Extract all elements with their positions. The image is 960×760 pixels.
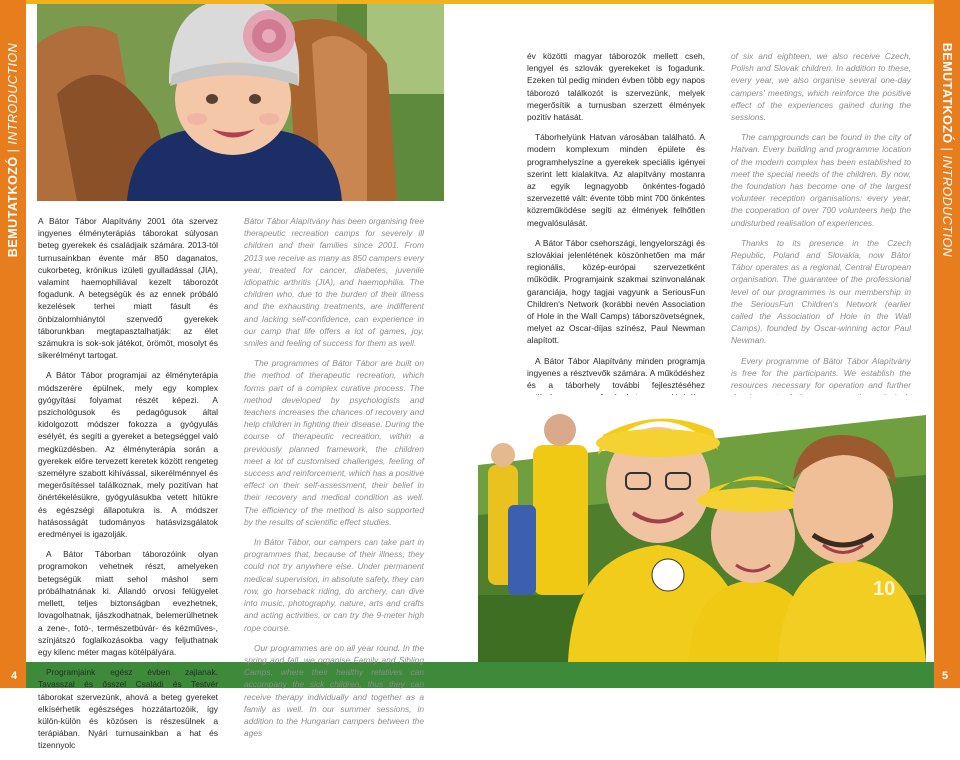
section-label-bold: BEMUTATKOZÓ <box>6 156 20 258</box>
en-paragraph: The campgrounds can be found in the city of Hatvan. Every building and programme location of the modern complex has been established to meet the special needs of the children. By now, the foundation has become one of the largest volunteer reception organisations: every year, the cooperation of over 700 volunteers help the undisturbed realisation of experiences. <box>731 132 911 228</box>
hu-paragraph: A Bátor Tábor csehországi, lengyelországi és szlovákiai jelenlétének köszönhetően ma már regionális, közép-európai szervezetként működik. Programjaink szakmai színvonalának garanciája, hogy tagjai vagyunk a SeriousFun Children's Network (korábbi nevén Association of Hole in the Wall Camps) táborszövetségnek, melyet az Oscar-díjas színész, Paul Newman alapított. <box>527 237 705 346</box>
hu-paragraph: A Bátor Tábor Alapítvány minden programja ingyenes a résztvevők számára. A működéshez és a táborhely további fejlesztéséhez <box>527 355 705 391</box>
en-paragraph: Thanks to its presence in the Czech Republic, Poland and Slovakia, now Bátor Tábor operates as a regional, Central European organisation. The guarantee of the professional level of our programmes is our membership in the SeriousFun Children's Network (earlier called the Association of Hole in the Wall Camps), founded by Oscar-winning actor Paul Newman. <box>731 237 911 346</box>
section-label-separator: | <box>6 144 20 157</box>
right-section-label <box>940 43 954 257</box>
english-column-left <box>244 215 424 747</box>
hungarian-column-left <box>38 215 218 760</box>
section-label-italic: INTRODUCTION <box>940 155 954 258</box>
right-footer-strip <box>480 662 934 688</box>
svg-text:10: 10 <box>873 578 896 600</box>
en-paragraph: of six and eighteen, we also receive Czech, Polish and Slovak children. In addition to these, every year, we also organise several one-day campers' meetings, which reinforce the positive effect of the experiences gained during the sessions. <box>731 51 911 123</box>
page-number-right: 5 <box>942 670 949 682</box>
page-number-left: 4 <box>11 670 18 682</box>
en-paragraph: The programmes of Bátor Tábor are built on the method of therapeutic recreation, which forms part of a complex curative process. The method developed by psychologists and teachers increases the chances of recovery and help children in fighting their disease. During the course of therapeutic recreation, within a previously planned framework, the children meet a lot of customised challenges, feeling of success and reinforcement, which has a positive effect on their self-assessment, their belief in their recovery and medical condition as well. The efficiency of the method is also supported by the results of scientific effect studies. <box>244 358 424 527</box>
en-paragraph: In Bátor Tábor, our campers can take part in programmes that, because of their illness, they could not try anywhere else. Under permanent medical supervision, in absolute safety, they can row, go horseback riding, do archery, can dive into music, photography, nature, arts and crafts and acting activities, or can try the 9-meter high rope course. <box>244 537 424 633</box>
en-paragraph: Bátor Tábor Alapítvány has been organising free therapeutic recreation camps for severely ill children and their families since 2001. From 2013 we receive as many as 850 campers every year, treated for cancer, diabetes, juvenile idiopathic arthritis (JIA), and haemophilia. The children who, due to the burden of their illness and the exhausting treatments, are indifferent and lacking self-confidence, can experience in our camp that life offers a lot of games, joy, smiles and feeling of success for them as well. <box>244 216 424 349</box>
en-paragraph: Our programmes are on all year round. In the spring and fall, we organise Family and Sibling Camps, where their healthy relatives can accompany the sick children, thus they can receive therapy individually and together as a family as well. In our summer sessions, in addition to the Hungarian campers between the ages <box>244 642 424 739</box>
photo-girl-with-horse <box>37 4 444 201</box>
section-label-italic: INTRODUCTION <box>6 42 20 145</box>
hu-paragraph: Programjaink egész évben zajlanak. Tavasszal és ősszel Családi és Testvér táborokat szervezünk, ahová a beteg gyereket elkísérhetik egészséges hozzátartozóik, így külön-külön és közösen is részesülnek a terápiában. Nyári turnusainkban a hat és tizennyolc <box>38 667 218 751</box>
left-section-label <box>6 43 20 257</box>
photo-boys-in-yellow <box>478 395 926 662</box>
section-label-bold: BEMUTATKOZÓ <box>940 42 954 144</box>
hu-paragraph: A Bátor Táborban táborozóink olyan programokon vehetnek részt, amelyeken betegségük miatt sehol máshol sem próbálhatnának ki. Állandó orvosi felügyelet mellett, teljes biztonságban evezhetnek, lovagolhatnak, íjászkodhatnak, belemerülhetnek a zene-, fotó-, természetbúvár- és kézműves-, színjátszó foglalkozásokba vagy feljuthatnak egy kilenc méter magas kötélpályára. <box>38 549 218 657</box>
hu-paragraph: Táborhelyünk Hatvan városában található. A modern komplexum minden épülete és programhelyszíne a gyerekek speciális igényei szerint lett kialakítva. Az alapítvány mostanra az egyik legnagyobb önkéntes-fogadó szervezetté vált: évente több mint 700 önkéntes közreműködése segíti az élmények felhőtlen megvalósulását. <box>527 132 705 228</box>
section-label-separator: | <box>940 143 954 156</box>
hu-paragraph: A Bátor Tábor programjai az élményterápia módszerére épülnek, mely egy komplex gyógyítási folyamat részét képezi. A pszichológusok és pedagógusok által kidolgozott módszer fokozza a gyógyulás esélyét, és segíti a gyereket a betegséggel való megküzdésben. Az élményterápia során a gyerekek előre tervezett keretek között rengeteg személyre szabott kihívással, sikerélménnyel és megerősítéssel találkoznak, mely pozitívan hat önértékelésükre, gyógyulásukba vetett hitükre és egészségi állapotukra is. A módszer hatásosságát tudományos hatásvizsgálatok eredményei is igazolják. <box>38 370 218 540</box>
en-paragraph: Every programme of Bátor Tábor Alapítvány is free for the participants. We establish the resources necessary for operation and further <box>731 355 911 391</box>
boys-photo-illustration <box>478 395 926 662</box>
hu-paragraph: év közötti magyar táborozók mellett cseh, lengyel és szlovák gyerekeket is fogadunk. Ezeken túl pedig minden évben több egy napos táborozó találkozót is szervezünk, melyek megerősítik a turnusban szerzett élmények pozitív hatását. <box>527 51 705 123</box>
girl-photo-illustration <box>37 4 444 201</box>
hu-paragraph: A Bátor Tábor Alapítvány 2001 óta szervez ingyenes élményterápiás táborokat súlyosan beteg gyerekek és családjaik számára. 2013-tól turnusainkban évente már 850 daganatos, cukorbeteg, krónikus izületi gyulladással (JIA), valamint haemophiliával kezelt táborozót fogadunk. A betegségük és az ennek próbáló kezelések terhei miatt fásult és önbizalomhiánytól szenvedő gyerekek táborunkban megtapasztalhatják: az élet számukra is sok-sok játékot, örömöt, mosolyt és sikerélményt tartogat. <box>38 216 218 361</box>
